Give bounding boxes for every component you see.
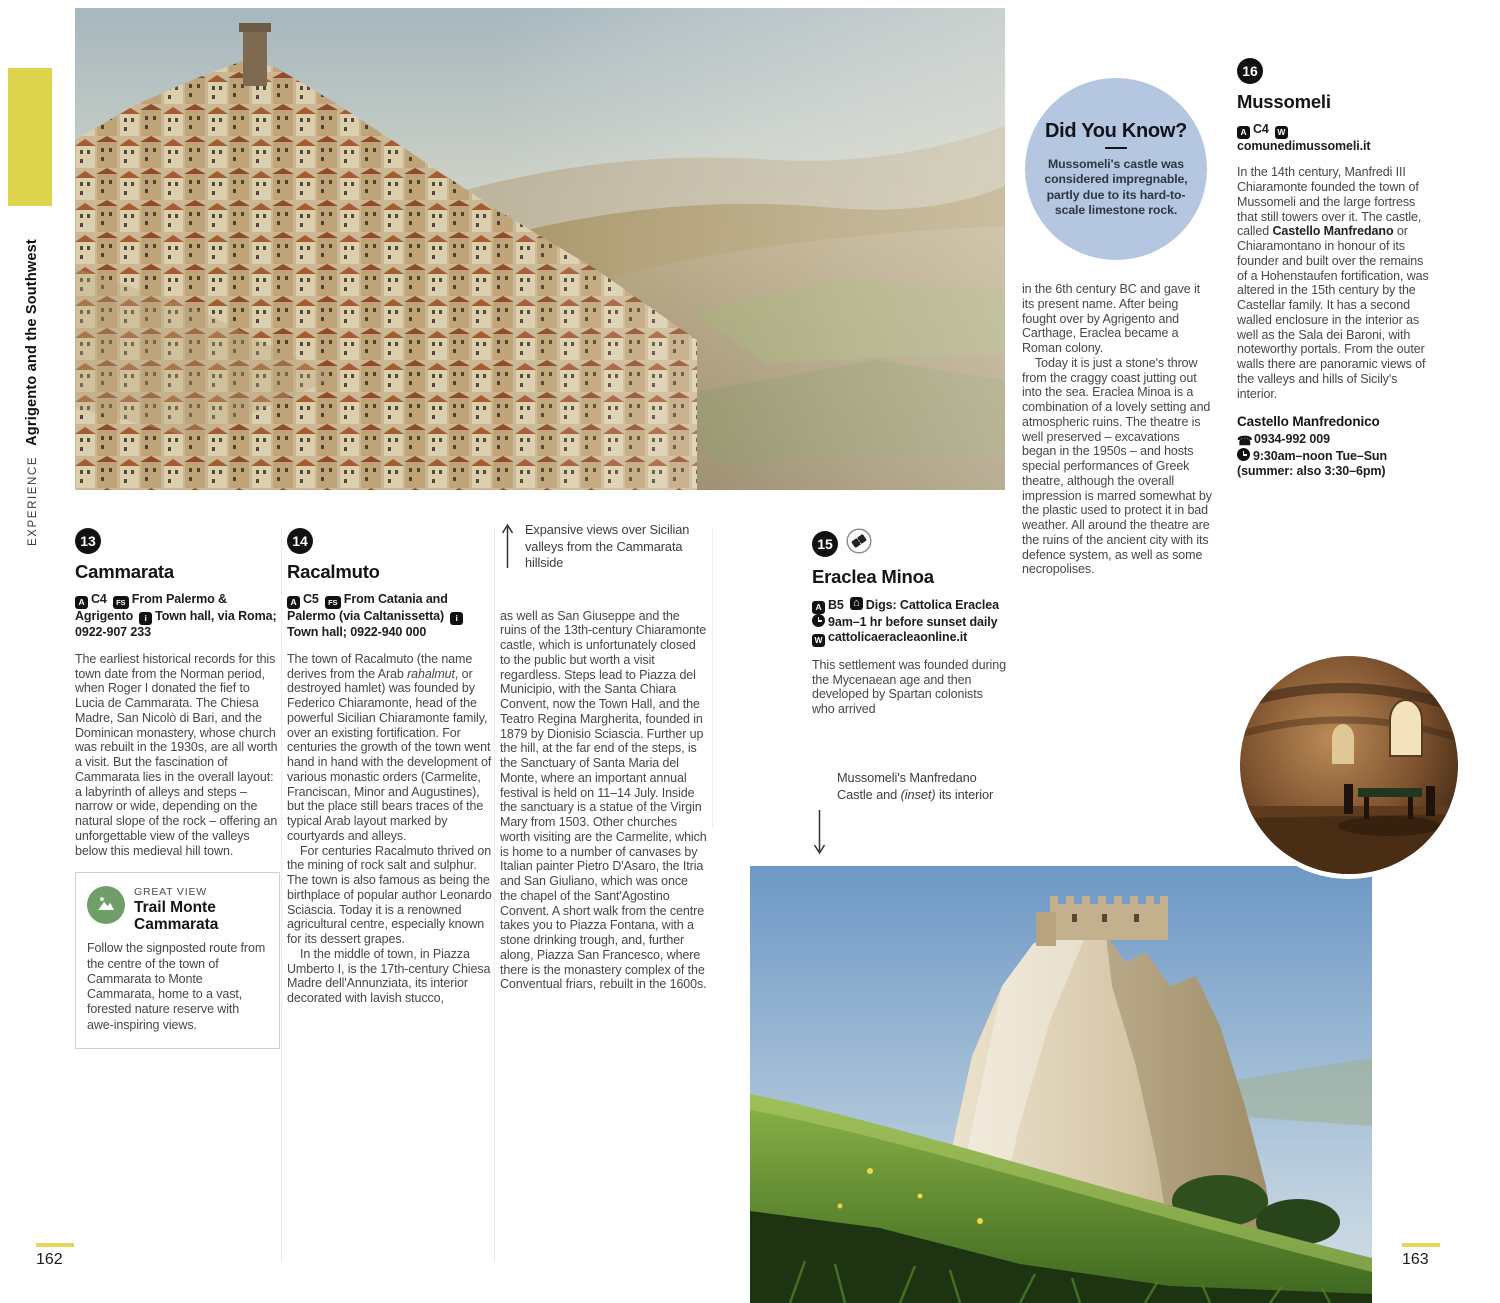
chapter-tab	[24, 239, 40, 546]
admission-ticket-icon	[846, 528, 872, 559]
entry-body-continued: as well as San Giuseppe and the ruins of the 13th-century Chiaramonte castle, which is unfortunately closed to the public but worth a visit regardless. Steps lead to Piazza del Municipio, with the Santa Chiara Convent, now the Town Hall, and the Teatro Regina Margherita, founded in 1879 by Dionisio Sciascia. Further up the hill, at the far end of the steps, is the Sanctuary of Santa Maria del Monte, where an important annual festival is held on 11–14 July. Inside the sanctuary is a statue of the Virgin Mary from 1503. Other churches worth visiting are the Carmelite, which is home to a number of canvases by Italian painter Pietro D'Asaro, the Itria and San Giuliano, which was once the chapel of the Sant'Agostino Convent. A short walk from the centre takes you to Piazza Fontana, with a stone drinking trough, and, further along, Piazza San Francesco, where there is the monastery complex of the Conventual friars, rebuilt in the 1600s.	[500, 608, 707, 992]
map-reference-icon: A	[812, 601, 825, 614]
lodging-house-icon	[850, 597, 863, 610]
map-reference-icon: A	[1237, 126, 1250, 139]
phone-line: ☎ 0934-992 009	[1237, 432, 1330, 448]
entry-body: This settlement was founded during the Mycenaean age and then developed by Spartan colonists who arrived	[812, 657, 1006, 716]
cammarata-hillside-photo	[75, 8, 1005, 490]
down-arrow-icon	[812, 770, 827, 861]
opening-hours-clock-icon	[1237, 448, 1250, 461]
left-page-footer	[36, 1243, 74, 1269]
entry-eraclea-minoa	[812, 528, 1008, 717]
divider	[1105, 147, 1127, 149]
mussomeli-castle-photo	[750, 866, 1372, 1303]
entry-number-badge: 13	[75, 528, 101, 554]
column-rule	[712, 528, 713, 828]
hill-town-illustration	[75, 8, 1005, 490]
sight-name: Castello Manfredonico	[1237, 414, 1380, 430]
mountain-view-icon	[87, 886, 125, 924]
experience-label: EXPERIENCE	[27, 455, 39, 546]
map-reference-icon: A	[75, 596, 88, 609]
tourist-info-icon: i	[450, 612, 463, 625]
column-rule	[281, 528, 282, 1262]
page-number: 163	[1402, 1251, 1429, 1268]
entry-info-line: A C4 FS From Palermo & Agrigento i Town hall, via Roma; 0922-907 233	[75, 592, 277, 639]
entry-title: Racalmuto	[287, 561, 380, 582]
great-view-box	[75, 872, 280, 1049]
entry-number-badge: 16	[1237, 58, 1263, 84]
entry-body-continued: in the 6th century BC and gave it its present name. After being fought over by Agrigento and Carthage, Eraclea became a Roman colony. Today it is just a stone's throw from the craggy coast jutting out into the sea. Eraclea Minoa is a combination of a lovely setting and atmospheric ruins. The theatre is well preserved – excavations began in the 1950s – and hosts special performances of Greek theatre, although the overall impression is marred somewhat by the plastic used to protect it in bad weather. All around the theatre are the ruins of the ancient city with its defence system, as well as some necropolises.	[1022, 282, 1212, 577]
entry-title: Mussomeli	[1237, 91, 1331, 112]
sidebar-accent-block	[8, 68, 52, 206]
castle-interior-inset-photo	[1240, 656, 1458, 874]
did-you-know-text: Mussomeli's castle was considered impregnable, partly due to its hard-to-scale limestone rock.	[1044, 156, 1188, 217]
entry-body: The earliest historical records for this town date from the Norman period, when Roger I donated the fief to Lucia de Cammarata. The Chiesa Madre, San Nicolò di Bari, and the Dominican monastery, whose church was rebuilt in the 1930s, are all worth a visit. But the fascination of Cammarata lies in the overall layout: a labyrinth of alleys and steps – narrow or wide, depending on the natural slope of the rock – offering an unforgettable view of the valleys below this medieval hill town.	[75, 651, 278, 858]
footer-accent-line	[1402, 1243, 1440, 1247]
entry-info-line: A B5 ⌂ Digs: Cattolica Eraclea9am–1 hr before sunset dailyW cattolicaeracleaonline.it	[812, 597, 1008, 647]
tourist-info-icon: i	[139, 612, 152, 625]
entry-body: The town of Racalmuto (the name derives from the Arab rahalmut, or destroyed hamlet) was founded by Federico Chiaramonte, head of the powerful Sicilian Chiaramonte family, over an existing fortification. For centuries the growth of the town went hand in hand with the development of various monastic orders (Carmelite, Franciscan, Minor and Augustines), but the place still bears traces of the typical Arab layout marked by courtyards and alleys. For centuries Racalmuto thrived on the mining of rock salt and sulphur. The town is also famous as being the birthplace of popular author Leonardo Sciascia. Today it is a renowned agricultural centre, especially known for its dessert grapes. In the middle of town, in Piazza Umberto I, is the 17th-century Chiesa Madre dell'Annunziata, its interior decorated with lavish stucco,	[287, 651, 492, 1005]
phone-icon: ☎	[1237, 433, 1253, 448]
chapter-title: Agrigento and the Southwest	[24, 239, 40, 446]
racalmuto-continued-column	[500, 522, 708, 992]
great-view-kicker: GREAT VIEW	[134, 886, 207, 899]
column-rule	[494, 528, 495, 1262]
entry-title: Eraclea Minoa	[812, 566, 934, 587]
did-you-know-bubble	[1025, 78, 1207, 260]
page-number: 162	[36, 1251, 63, 1268]
right-page-footer	[1402, 1243, 1440, 1269]
castle-rock-illustration	[750, 866, 1372, 1303]
map-reference-icon: A	[287, 596, 300, 609]
entry-info-line: A C4 Wcomunedimussomeli.it	[1237, 122, 1371, 153]
train-icon: FS	[325, 596, 341, 609]
entry-number-badge: 14	[287, 528, 313, 554]
castle-photo-caption: Mussomeli's Manfredano Castle and (inset) its interior	[812, 770, 1012, 861]
entry-mussomeli	[1237, 58, 1429, 480]
up-arrow-icon	[500, 522, 515, 575]
italic-term: rahalmut	[407, 666, 455, 681]
did-you-know-title: Did You Know?	[1044, 119, 1187, 142]
hillside-photo-caption: Expansive views over Sicilian valleys from the Cammarata hillside	[500, 522, 708, 575]
entry-body: In the 14th century, Manfredi III Chiaramonte founded the town of Mussomeli and the large fortress that still towers over it. The castle, called Castello Manfredano or Chiaramontano in honour of its founder and built over the remains of a Hohenstaufen fortification, was altered in the 15th century by the Castellar family. It has a second walled enclosure in the interior as well as the Sala dei Baroni, with noteworthy portals. From the outer walls there are panoramic views of the valleys and hills of Sicily's interior.	[1237, 165, 1429, 401]
great-view-title: Trail Monte Cammarata	[134, 899, 219, 934]
train-icon: FS	[113, 596, 129, 609]
castle-interior-illustration	[1240, 656, 1458, 874]
footer-accent-line	[36, 1243, 74, 1247]
entry-info-line: A C5 FS From Catania and Palermo (via Caltanissetta) iTown hall; 0922-940 000	[287, 592, 492, 641]
entry-cammarata	[75, 528, 280, 1049]
website-icon: W	[1275, 126, 1288, 139]
castello-manfredonico-block	[1237, 414, 1429, 480]
great-view-body: Follow the signposted route from the centre of the town of Cammarata to Monte Cammarata, home to a vast, forested nature reserve with awe-inspiring views.	[87, 941, 266, 1032]
entry-number-badge: 15	[812, 531, 838, 557]
website-icon: W	[812, 634, 825, 647]
opening-hours-clock-icon	[812, 614, 825, 627]
eraclea-continued-column	[1022, 78, 1214, 577]
hours-line: 9:30am–noon Tue–Sun (summer: also 3:30–6pm)	[1237, 448, 1388, 479]
entry-racalmuto	[287, 528, 492, 1006]
entry-title: Cammarata	[75, 561, 174, 582]
bold-term: Castello Manfredano	[1272, 224, 1394, 239]
